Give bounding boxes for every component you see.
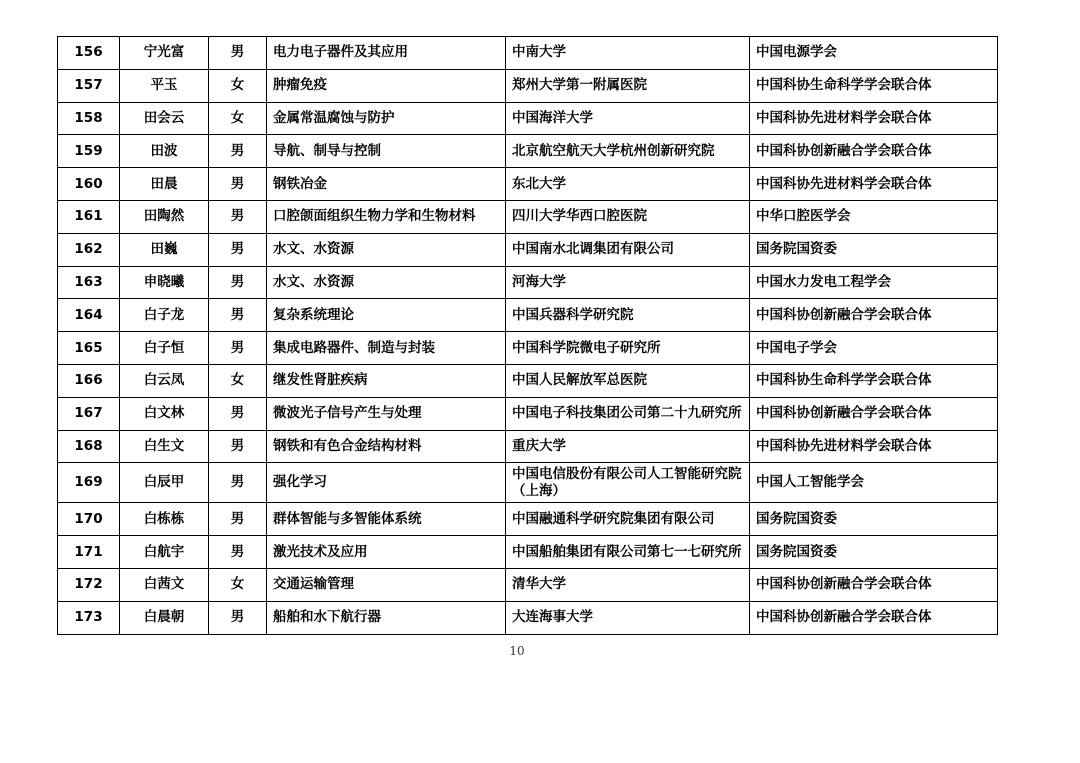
cell-nominator: 国务院国资委 [750, 503, 998, 536]
cell-gender: 男 [209, 536, 267, 569]
cell-field: 口腔颌面组织生物力学和生物材料 [267, 200, 506, 233]
cell-field: 强化学习 [267, 463, 506, 503]
cell-name: 白晨朝 [120, 601, 209, 634]
cell-number: 172 [58, 568, 120, 601]
cell-name: 田晨 [120, 168, 209, 201]
cell-field: 水文、水资源 [267, 233, 506, 266]
cell-gender: 男 [209, 332, 267, 365]
cell-gender: 男 [209, 430, 267, 463]
cell-organization: 北京航空航天大学杭州创新研究院 [506, 135, 750, 168]
cell-organization: 中国电信股份有限公司人工智能研究院（上海） [506, 463, 750, 503]
cell-field: 水文、水资源 [267, 266, 506, 299]
cell-nominator: 中国电源学会 [750, 37, 998, 70]
cell-nominator: 中国科协先进材料学会联合体 [750, 168, 998, 201]
cell-gender: 男 [209, 299, 267, 332]
cell-nominator: 中国科协创新融合学会联合体 [750, 299, 998, 332]
cell-gender: 男 [209, 601, 267, 634]
cell-number: 157 [58, 69, 120, 102]
table-row [58, 463, 998, 503]
cell-name: 白茜文 [120, 568, 209, 601]
cell-number: 161 [58, 200, 120, 233]
cell-gender: 女 [209, 364, 267, 397]
cell-name: 白子恒 [120, 332, 209, 365]
cell-gender: 男 [209, 397, 267, 430]
cell-field: 船舶和水下航行器 [267, 601, 506, 634]
cell-nominator: 中国电子学会 [750, 332, 998, 365]
cell-nominator: 中国科协先进材料学会联合体 [750, 102, 998, 135]
cell-organization: 中国电子科技集团公司第二十九研究所 [506, 397, 750, 430]
table-row [58, 332, 998, 365]
cell-number: 162 [58, 233, 120, 266]
cell-organization: 中国科学院微电子研究所 [506, 332, 750, 365]
cell-organization: 中国船舶集团有限公司第七一七研究所 [506, 536, 750, 569]
cell-number: 168 [58, 430, 120, 463]
cell-organization: 中国融通科学研究院集团有限公司 [506, 503, 750, 536]
page-number: 10 [509, 644, 525, 658]
cell-organization: 中国海洋大学 [506, 102, 750, 135]
table-row [58, 364, 998, 397]
cell-number: 165 [58, 332, 120, 365]
cell-nominator: 国务院国资委 [750, 233, 998, 266]
cell-name: 白生文 [120, 430, 209, 463]
cell-organization: 中国兵器科学研究院 [506, 299, 750, 332]
table-row [58, 69, 998, 102]
cell-name: 平玉 [120, 69, 209, 102]
cell-field: 继发性肾脏疾病 [267, 364, 506, 397]
table-row [58, 503, 998, 536]
cell-gender: 女 [209, 102, 267, 135]
table-row [58, 37, 998, 70]
cell-name: 白栋栋 [120, 503, 209, 536]
cell-gender: 女 [209, 568, 267, 601]
cell-name: 申晓曦 [120, 266, 209, 299]
table-row [58, 299, 998, 332]
table-row [58, 102, 998, 135]
cell-name: 田波 [120, 135, 209, 168]
cell-number: 164 [58, 299, 120, 332]
candidate-table [57, 36, 998, 635]
cell-organization: 大连海事大学 [506, 601, 750, 634]
cell-name: 田巍 [120, 233, 209, 266]
cell-nominator: 国务院国资委 [750, 536, 998, 569]
cell-organization: 中国人民解放军总医院 [506, 364, 750, 397]
cell-nominator: 中国科协创新融合学会联合体 [750, 135, 998, 168]
cell-field: 导航、制导与控制 [267, 135, 506, 168]
cell-gender: 男 [209, 266, 267, 299]
cell-gender: 男 [209, 503, 267, 536]
cell-nominator: 中国科协生命科学学会联合体 [750, 69, 998, 102]
cell-gender: 男 [209, 233, 267, 266]
cell-organization: 河海大学 [506, 266, 750, 299]
cell-number: 171 [58, 536, 120, 569]
table-row [58, 135, 998, 168]
cell-name: 白子龙 [120, 299, 209, 332]
cell-field: 微波光子信号产生与处理 [267, 397, 506, 430]
cell-nominator: 中国科协创新融合学会联合体 [750, 397, 998, 430]
cell-nominator: 中国水力发电工程学会 [750, 266, 998, 299]
cell-nominator: 中国科协创新融合学会联合体 [750, 601, 998, 634]
table-row [58, 397, 998, 430]
cell-gender: 女 [209, 69, 267, 102]
cell-gender: 男 [209, 200, 267, 233]
cell-organization: 中国南水北调集团有限公司 [506, 233, 750, 266]
cell-gender: 男 [209, 37, 267, 70]
cell-nominator: 中国科协创新融合学会联合体 [750, 568, 998, 601]
table-row [58, 536, 998, 569]
cell-number: 166 [58, 364, 120, 397]
table-row [58, 266, 998, 299]
candidate-table-body [58, 37, 998, 635]
cell-name: 白文林 [120, 397, 209, 430]
cell-name: 田陶然 [120, 200, 209, 233]
table-row [58, 168, 998, 201]
cell-number: 173 [58, 601, 120, 634]
cell-organization: 清华大学 [506, 568, 750, 601]
cell-number: 169 [58, 463, 120, 503]
cell-organization: 重庆大学 [506, 430, 750, 463]
cell-number: 158 [58, 102, 120, 135]
cell-nominator: 中华口腔医学会 [750, 200, 998, 233]
cell-field: 钢铁和有色合金结构材料 [267, 430, 506, 463]
table-row [58, 568, 998, 601]
cell-name: 白航宇 [120, 536, 209, 569]
cell-gender: 男 [209, 463, 267, 503]
cell-organization: 中南大学 [506, 37, 750, 70]
cell-number: 160 [58, 168, 120, 201]
cell-number: 170 [58, 503, 120, 536]
cell-number: 167 [58, 397, 120, 430]
cell-organization: 东北大学 [506, 168, 750, 201]
cell-field: 复杂系统理论 [267, 299, 506, 332]
table-row [58, 200, 998, 233]
cell-field: 肿瘤免疫 [267, 69, 506, 102]
cell-name: 白辰甲 [120, 463, 209, 503]
cell-field: 集成电路器件、制造与封装 [267, 332, 506, 365]
table-row [58, 233, 998, 266]
cell-nominator: 中国科协生命科学学会联合体 [750, 364, 998, 397]
cell-name: 宁光富 [120, 37, 209, 70]
cell-field: 金属常温腐蚀与防护 [267, 102, 506, 135]
cell-name: 田会云 [120, 102, 209, 135]
cell-name: 白云凤 [120, 364, 209, 397]
cell-number: 163 [58, 266, 120, 299]
cell-field: 电力电子器件及其应用 [267, 37, 506, 70]
table-row [58, 430, 998, 463]
cell-gender: 男 [209, 168, 267, 201]
cell-field: 群体智能与多智能体系统 [267, 503, 506, 536]
cell-gender: 男 [209, 135, 267, 168]
table-row [58, 601, 998, 634]
cell-number: 156 [58, 37, 120, 70]
cell-organization: 四川大学华西口腔医院 [506, 200, 750, 233]
cell-nominator: 中国人工智能学会 [750, 463, 998, 503]
cell-field: 交通运输管理 [267, 568, 506, 601]
cell-organization: 郑州大学第一附属医院 [506, 69, 750, 102]
cell-number: 159 [58, 135, 120, 168]
cell-field: 钢铁冶金 [267, 168, 506, 201]
cell-field: 激光技术及应用 [267, 536, 506, 569]
cell-nominator: 中国科协先进材料学会联合体 [750, 430, 998, 463]
